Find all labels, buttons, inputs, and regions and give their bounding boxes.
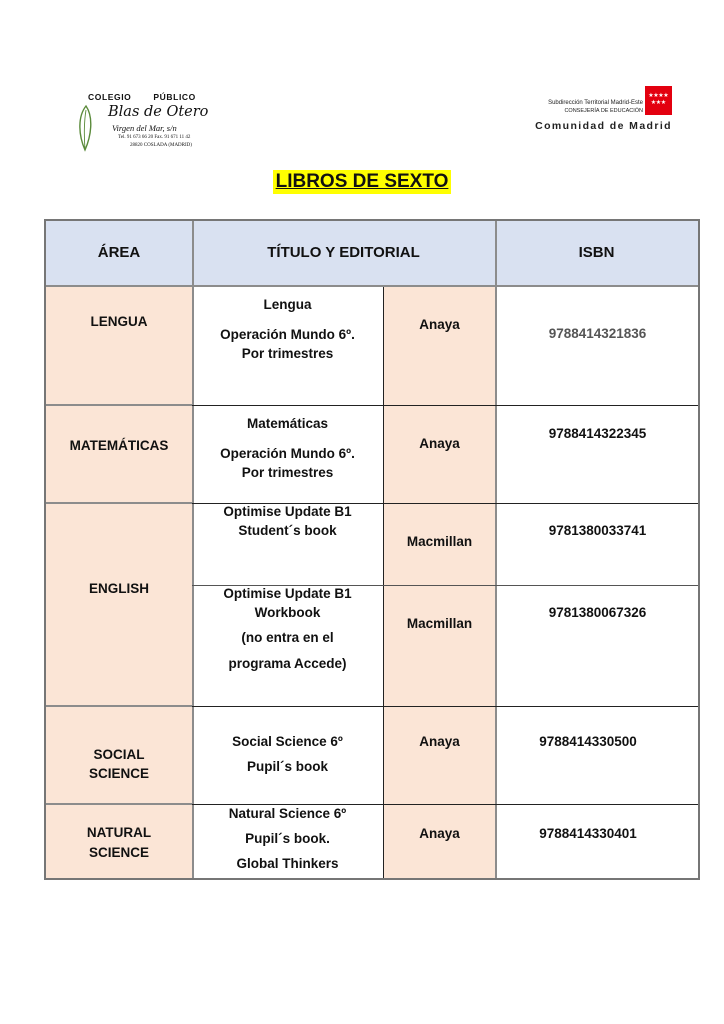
isbn-value: 9788414321836: [548, 326, 647, 341]
svg-text:★: ★: [650, 99, 657, 106]
school-name: Blas de Otero: [108, 104, 209, 120]
title-container: [0, 170, 724, 194]
school-address: Virgen del Mar, s/n: [112, 123, 177, 133]
comunidad-name: Comunidad de Madrid: [535, 120, 672, 132]
book-title-line: Por trimestres: [241, 465, 334, 480]
book-title-line: (no entra en el: [241, 630, 334, 645]
book-title-line: Pupil´s book.: [245, 831, 330, 846]
school-type: [88, 92, 196, 102]
book-title-line: Social Science 6º: [232, 734, 343, 749]
leaf-icon: [76, 104, 96, 152]
isbn-value: 9788414322345: [548, 426, 647, 441]
publisher-label: Anaya: [419, 317, 460, 332]
header-area: ÁREA: [97, 244, 141, 261]
consejeria-text: CONSEJERÍA DE EDUCACIÓN: [564, 108, 643, 114]
svg-text:★: ★: [655, 99, 662, 106]
svg-text:★: ★: [653, 92, 659, 99]
publisher-fill: [384, 287, 495, 405]
isbn-value: 9788414330401: [539, 826, 637, 841]
book-title-line: Operación Mundo 6º.: [220, 327, 355, 342]
comunidad-logo: [505, 86, 675, 136]
madrid-stars-icon: [645, 86, 672, 115]
book-title-line: Lengua: [263, 297, 312, 312]
school-city: 28820 COSLADA (MADRID): [130, 143, 192, 148]
book-title-line: Matemáticas: [246, 416, 329, 431]
publisher-label: Macmillan: [406, 534, 473, 549]
subdireccion-text: Subdirección Territorial Madrid-Este: [548, 100, 643, 106]
book-title-line: Workbook: [254, 605, 321, 620]
svg-text:★: ★: [660, 99, 667, 106]
publisher-label: Anaya: [419, 734, 460, 749]
header-isbn: ISBN: [578, 244, 615, 261]
row-divider: [46, 705, 192, 707]
school-type-word-2: PÚBLICO: [153, 92, 196, 102]
school-type-word-1: COLEGIO: [88, 92, 132, 102]
book-title-line: Por trimestres: [241, 346, 334, 361]
publisher-label: Anaya: [419, 436, 460, 451]
isbn-value: 9781380067326: [548, 605, 647, 620]
row-divider: [46, 502, 192, 504]
column-divider: [495, 221, 497, 878]
area-label: SCIENCE: [88, 845, 149, 860]
publisher-fill: [384, 707, 495, 804]
book-title-line: Optimise Update B1: [223, 586, 352, 601]
isbn-value: 9781380033741: [548, 523, 647, 538]
row-divider: [46, 404, 192, 406]
school-logo: [74, 92, 224, 156]
page-title: LIBROS DE SEXTO: [273, 170, 452, 194]
row-divider: [192, 804, 698, 805]
column-divider: [192, 221, 194, 878]
book-title-line: Natural Science 6º: [228, 806, 347, 821]
svg-text:★: ★: [648, 92, 654, 99]
madrid-flag-icon: [645, 86, 672, 115]
book-title-line: Student´s book: [238, 523, 337, 538]
publisher-fill: [384, 406, 495, 503]
svg-text:★: ★: [663, 92, 669, 99]
row-divider: [192, 706, 698, 707]
area-label: SOCIAL: [93, 747, 145, 762]
area-label: NATURAL: [86, 825, 152, 840]
books-table: [44, 219, 700, 880]
book-title-line: Optimise Update B1: [223, 504, 352, 519]
area-label: MATEMÁTICAS: [69, 438, 169, 453]
book-title-line: Pupil´s book: [247, 759, 328, 774]
row-divider: [46, 803, 192, 805]
area-label: LENGUA: [90, 314, 148, 329]
school-phones: Tel. 91 673 66 20 Fax. 91 671 11 42: [118, 135, 191, 140]
svg-text:★: ★: [658, 92, 664, 99]
area-label: SCIENCE: [88, 766, 149, 781]
isbn-value: 9788414330500: [539, 734, 637, 749]
row-divider: [192, 405, 698, 406]
book-title-line: programa Accede): [228, 656, 347, 671]
area-label: ENGLISH: [88, 581, 149, 596]
book-title-line: Operación Mundo 6º.: [220, 446, 355, 461]
header-titulo: TÍTULO Y EDITORIAL: [267, 244, 420, 261]
publisher-fill: [384, 586, 495, 706]
publisher-label: Macmillan: [406, 616, 473, 631]
column-divider: [383, 287, 384, 878]
publisher-label: Anaya: [419, 826, 460, 841]
book-title-line: Global Thinkers: [236, 856, 339, 871]
